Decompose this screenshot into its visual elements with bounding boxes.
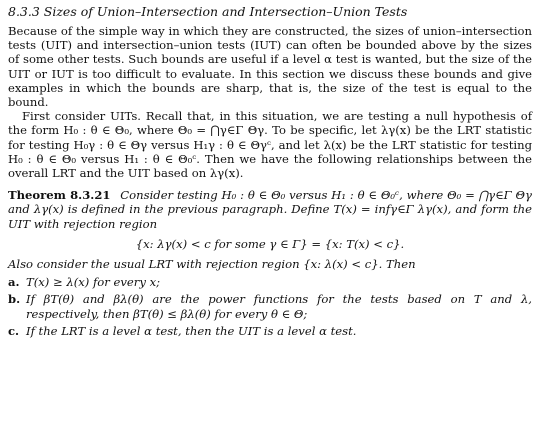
theorem-item-b (8, 292, 532, 320)
section-title: 8.3.3 Sizes of Union–Intersection and Intersection–Union Tests (8, 4, 408, 19)
uit-paragraph: First consider UITs. Recall that, in this situation, we are testing a null hypothesis of the form H₀ : θ ∈ Θ₀, where Θ₀ = ⋂γ∈Γ Θγ. To be specific, let λγ(x) be the LRT statistic for testing H₀γ : θ ∈ Θγ versus H₁γ : θ ∈ Θγᶜ, and let λ(x) be the LRT statistic for testing H₀ : θ ∈ Θ₀ versus H₁ : θ ∈ Θ₀ᶜ. Then we have the following relationships between the overall LRT and the UIT based on λγ(x). (8, 109, 532, 181)
item-text: If βT(θ) and βλ(θ) are the power functions for the tests based on T and λ, respectively, then βT(θ) ≤ βλ(θ) for every θ ∈ Θ; (26, 292, 532, 321)
item-text: T(x) ≥ λ(x) for every x; (26, 275, 161, 290)
theorem-label: Theorem 8.3.21 (8, 188, 111, 203)
intro-paragraph: Because of the simple way in which they are constructed, the sizes of union–intersection tests (UIT) and intersection–union tests (IUT) can often be bounded above by the sizes of some other tests. Such bounds are useful if a level α test is wanted, but the size of the UIT or IUT is too difficult to evaluate. In this section we discuss these bounds and give examples in which the bounds are sharp, that is, the size of the test is equal to the bound. (8, 24, 532, 110)
item-text: If the LRT is a level α test, then the UIT is a level α test. (26, 323, 357, 338)
item-marker: b. (8, 292, 21, 307)
rejection-region-equation: {x: λγ(x) < c for some γ ∈ Γ} = {x: T(x) < c}. (135, 236, 405, 251)
item-marker: c. (8, 323, 20, 338)
theorem-item-a (8, 275, 532, 289)
theorem-block (8, 188, 532, 231)
theorem-continuation: Also consider the usual LRT with rejection region {x: λ(x) < c}. Then (8, 257, 416, 272)
theorem-items (8, 275, 532, 338)
theorem-statement: Consider testing H₀ : θ ∈ Θ₀ versus H₁ : θ ∈ Θ₀ᶜ, where Θ₀ = ⋂γ∈Γ Θγ and λγ(x) is defined in the previous paragraph. Define T(x) = infγ∈Γ λγ(x), and form the UIT with rejection region (8, 188, 532, 231)
item-marker: a. (8, 275, 20, 290)
theorem-item-c (8, 324, 532, 338)
